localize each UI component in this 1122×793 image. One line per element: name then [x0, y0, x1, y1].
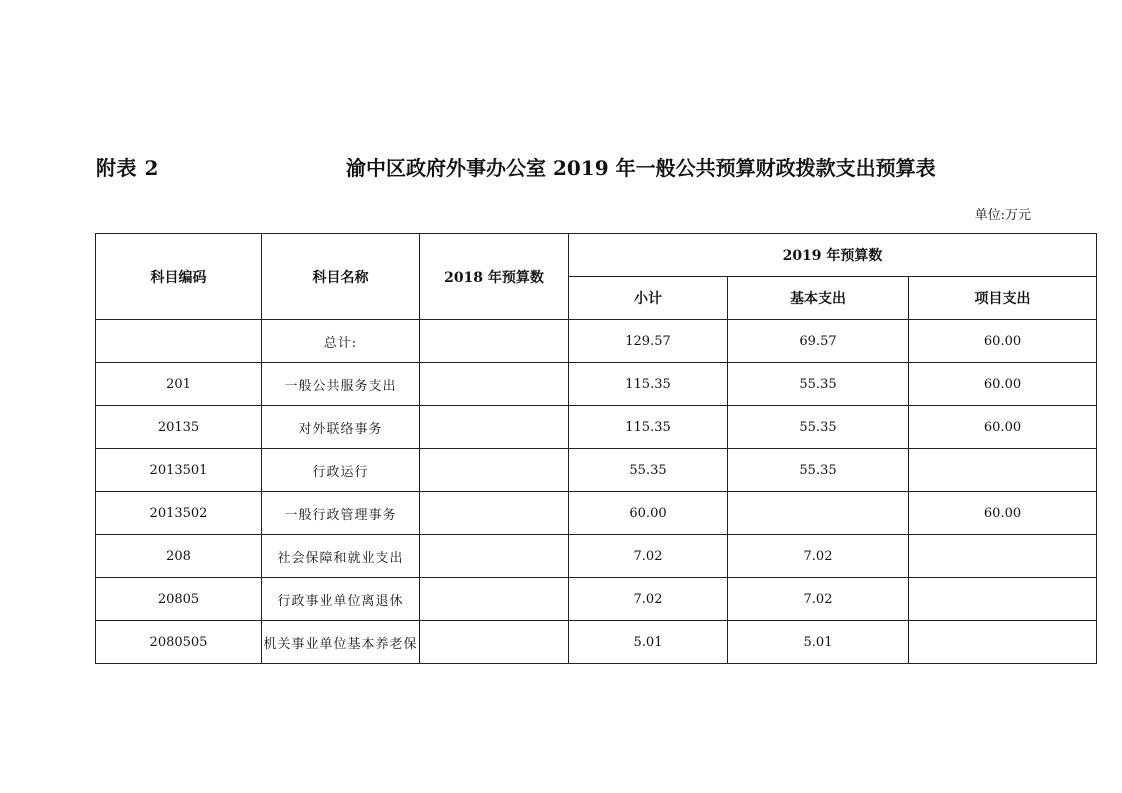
cell-project: [909, 621, 1097, 664]
column-header-budget-2018: 2018 年预算数: [420, 234, 569, 320]
cell-subtotal: 115.35: [569, 406, 728, 449]
unit-note: 单位:万元: [974, 208, 1031, 223]
cell-code: 2013502: [96, 492, 262, 535]
cell-project: 60.00: [909, 320, 1097, 363]
cell-project: 60.00: [909, 492, 1097, 535]
table-row: [96, 449, 1097, 492]
cell-budget-2018: [420, 320, 569, 363]
cell-code: 20805: [96, 578, 262, 621]
table-header: [96, 234, 1097, 320]
table-row: [96, 363, 1097, 406]
cell-budget-2018: [420, 535, 569, 578]
cell-name: 社会保障和就业支出: [262, 535, 420, 578]
column-header-basic: 基本支出: [728, 277, 909, 320]
cell-budget-2018: [420, 406, 569, 449]
column-header-name: 科目名称: [262, 234, 420, 320]
cell-project: [909, 449, 1097, 492]
table-row: [96, 578, 1097, 621]
cell-basic: 55.35: [728, 406, 909, 449]
column-header-subtotal: 小计: [569, 277, 728, 320]
table-row: [96, 320, 1097, 363]
cell-subtotal: 129.57: [569, 320, 728, 363]
cell-code: 20135: [96, 406, 262, 449]
cell-name: 行政运行: [262, 449, 420, 492]
table-row: [96, 535, 1097, 578]
cell-name: 对外联络事务: [262, 406, 420, 449]
column-header-code: 科目编码: [96, 234, 262, 320]
cell-basic: 55.35: [728, 449, 909, 492]
cell-basic: 69.57: [728, 320, 909, 363]
cell-subtotal: 60.00: [569, 492, 728, 535]
cell-basic: 5.01: [728, 621, 909, 664]
cell-subtotal: 7.02: [569, 535, 728, 578]
cell-code: [96, 320, 262, 363]
cell-budget-2018: [420, 492, 569, 535]
column-header-budget-2019: 2019 年预算数: [569, 234, 1097, 277]
cell-budget-2018: [420, 363, 569, 406]
cell-subtotal: 55.35: [569, 449, 728, 492]
cell-project: 60.00: [909, 406, 1097, 449]
cell-name: 一般行政管理事务: [262, 492, 420, 535]
table-row: [96, 621, 1097, 664]
cell-name: 行政事业单位离退休: [262, 578, 420, 621]
cell-subtotal: 115.35: [569, 363, 728, 406]
cell-project: 60.00: [909, 363, 1097, 406]
column-header-project: 项目支出: [909, 277, 1097, 320]
cell-subtotal: 7.02: [569, 578, 728, 621]
cell-code: 2013501: [96, 449, 262, 492]
cell-basic: [728, 492, 909, 535]
table-row: [96, 406, 1097, 449]
cell-code: 208: [96, 535, 262, 578]
cell-budget-2018: [420, 449, 569, 492]
cell-basic: 7.02: [728, 535, 909, 578]
cell-name: 机关事业单位基本养老保: [262, 621, 420, 664]
cell-code: 201: [96, 363, 262, 406]
cell-project: [909, 578, 1097, 621]
cell-basic: 55.35: [728, 363, 909, 406]
cell-budget-2018: [420, 621, 569, 664]
cell-budget-2018: [420, 578, 569, 621]
document-title: 渝中区政府外事办公室 2019 年一般公共预算财政拨款支出预算表: [346, 156, 936, 180]
attachment-label: 附表 2: [96, 156, 159, 180]
cell-code: 2080505: [96, 621, 262, 664]
cell-basic: 7.02: [728, 578, 909, 621]
cell-name: 一般公共服务支出: [262, 363, 420, 406]
table-row: [96, 492, 1097, 535]
cell-project: [909, 535, 1097, 578]
cell-subtotal: 5.01: [569, 621, 728, 664]
budget-table: [95, 233, 1097, 664]
cell-name: 总计:: [262, 320, 420, 363]
table-body: [96, 320, 1097, 664]
